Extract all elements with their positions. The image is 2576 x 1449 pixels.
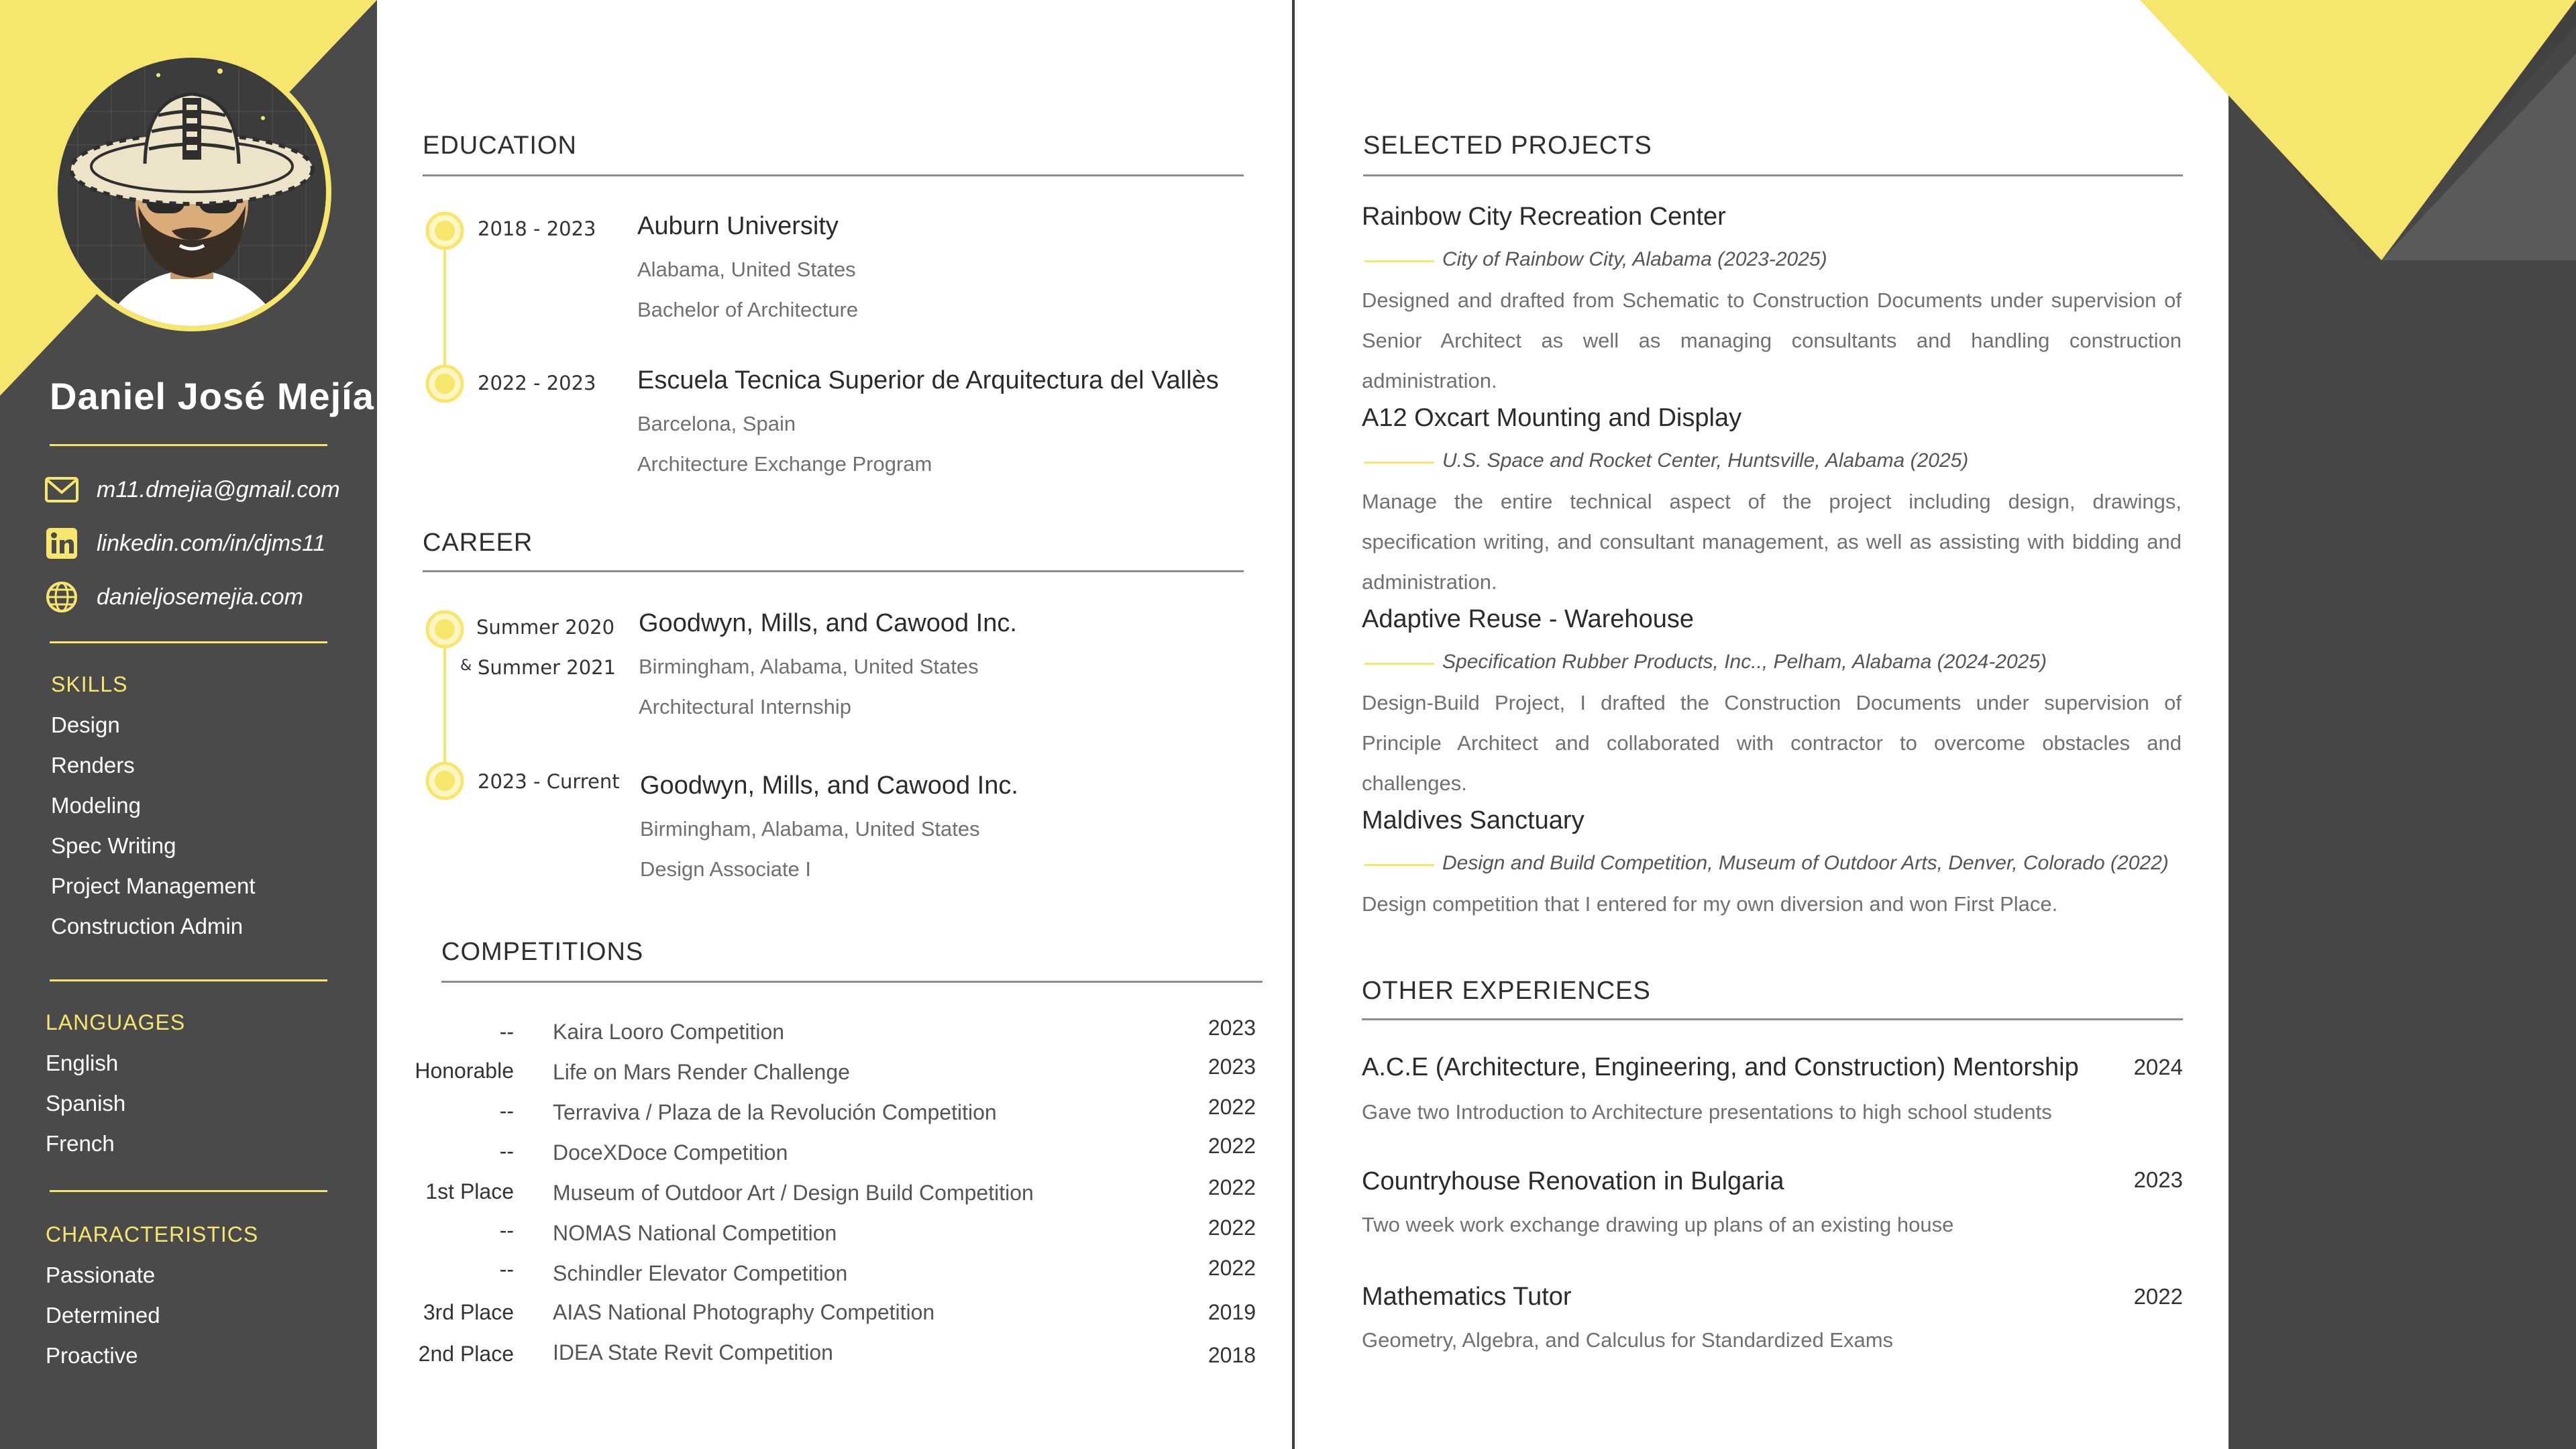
competition-rank: --: [499, 1099, 514, 1123]
characteristic-item: Proactive: [46, 1343, 138, 1368]
language-item: Spanish: [46, 1091, 126, 1116]
experience-title: Mathematics Tutor: [1362, 1283, 1572, 1311]
competition-name: Terraviva / Plaza de la Revolución Competition: [553, 1100, 997, 1124]
experience-description: Geometry, Algebra, and Calculus for Standardized Exams: [1362, 1328, 1894, 1352]
education-location: Barcelona, Spain: [637, 412, 796, 435]
competition-name: Schindler Elevator Competition: [553, 1261, 848, 1285]
email-text: m11.dmejia@gmail.com: [97, 476, 340, 502]
competition-rank: 1st Place: [425, 1179, 514, 1203]
competition-rank: 3rd Place: [423, 1300, 514, 1324]
competition-name: AIAS National Photography Competition: [553, 1300, 935, 1324]
career-role: Architectural Internship: [639, 695, 852, 718]
competitions-heading: COMPETITIONS: [441, 938, 644, 966]
sidebar-divider: [50, 979, 327, 981]
competition-year: 2023: [1208, 1016, 1256, 1040]
website-text: danieljosemejia.com: [97, 584, 304, 610]
education-location: Alabama, United States: [637, 258, 856, 281]
career-heading: CAREER: [423, 529, 533, 557]
skill-item: Spec Writing: [51, 833, 176, 858]
language-item: French: [46, 1131, 115, 1156]
career-rule: [423, 570, 1244, 572]
career-location: Birmingham, Alabama, United States: [640, 817, 980, 841]
contact-website[interactable]: [43, 577, 303, 617]
career-dates: Summer 2021: [478, 656, 616, 679]
project-client: Specification Rubber Products, Inc.., Pelham, Alabama (2024-2025): [1442, 651, 2047, 673]
skills-heading: SKILLS: [51, 672, 128, 696]
globe-icon: [43, 578, 80, 616]
sidebar-divider: [50, 641, 327, 643]
timeline-line: [443, 250, 446, 369]
competition-year: 2023: [1208, 1055, 1256, 1079]
education-heading: EDUCATION: [423, 131, 577, 160]
linkedin-icon: [43, 525, 80, 562]
characteristic-item: Determined: [46, 1303, 160, 1328]
linkedin-text: linkedin.com/in/djms11: [97, 530, 326, 556]
competition-year: 2022: [1208, 1095, 1256, 1119]
project-title: Rainbow City Recreation Center: [1362, 203, 1726, 231]
sidebar-divider: [50, 1190, 327, 1192]
experience-title: A.C.E (Architecture, Engineering, and Construction) Mentorship: [1362, 1053, 2079, 1081]
career-company: Goodwyn, Mills, and Cawood Inc.: [640, 771, 1018, 800]
career-dates: Summer 2020: [476, 616, 615, 639]
competition-name: Museum of Outdoor Art / Design Build Competition: [553, 1181, 1034, 1205]
skill-item: Modeling: [51, 793, 141, 818]
education-program: Architecture Exchange Program: [637, 452, 932, 476]
competition-year: 2019: [1208, 1300, 1256, 1324]
experience-year: 2022: [2133, 1284, 2183, 1309]
timeline-dot: [425, 609, 465, 649]
competition-name: NOMAS National Competition: [553, 1221, 837, 1245]
project-title: Adaptive Reuse - Warehouse: [1362, 605, 1694, 633]
project-description: Designed and drafted from Schematic to Construction Documents under supervision of Senior Architect as well as managing consultants and handling construction administration.: [1362, 288, 2182, 392]
experience-description: Gave two Introduction to Architecture presentations to high school students: [1362, 1100, 2052, 1124]
project-dash: [1364, 864, 1434, 866]
projects-rule: [1363, 174, 2183, 176]
competition-year: 2022: [1208, 1175, 1256, 1199]
timeline-dot: [425, 761, 465, 801]
sidebar: [0, 0, 377, 1449]
contact-email[interactable]: [43, 470, 340, 510]
project-client: U.S. Space and Rocket Center, Huntsville, Alabama (2025): [1442, 449, 1969, 472]
education-dates: 2022 - 2023: [478, 372, 596, 394]
competition-rank: --: [499, 1139, 514, 1163]
characteristic-item: Passionate: [46, 1263, 156, 1287]
project-client: Design and Build Competition, Museum of Outdoor Arts, Denver, Colorado (2022): [1442, 852, 2169, 874]
project-dash: [1364, 462, 1434, 464]
career-location: Birmingham, Alabama, United States: [639, 655, 979, 678]
timeline-dot: [425, 364, 465, 404]
languages-heading: LANGUAGES: [46, 1010, 186, 1034]
project-description: Manage the entire technical aspect of the project including design, drawings, specification writing, and consultant management, as well as assisting with bidding and administration.: [1362, 490, 2182, 594]
skill-item: Construction Admin: [51, 914, 244, 938]
competition-name: DoceXDoce Competition: [553, 1140, 788, 1165]
contact-linkedin[interactable]: [43, 523, 325, 564]
experience-title: Countryhouse Renovation in Bulgaria: [1362, 1167, 1784, 1195]
project-dash: [1364, 663, 1434, 665]
profile-name: Daniel José Mejía: [50, 375, 374, 417]
competition-name: Life on Mars Render Challenge: [553, 1060, 850, 1084]
career-role: Design Associate I: [640, 857, 812, 881]
competition-year: 2022: [1208, 1134, 1256, 1158]
timeline-dot: [425, 211, 465, 251]
competition-rank: 2nd Place: [418, 1342, 514, 1366]
language-item: English: [46, 1051, 119, 1075]
page-divider: [1292, 0, 1295, 1449]
timeline-line: [443, 647, 446, 774]
experience-year: 2023: [2133, 1167, 2183, 1192]
sidebar-divider: [50, 444, 327, 446]
competition-rank: --: [499, 1020, 514, 1044]
competition-name: IDEA State Revit Competition: [553, 1340, 833, 1364]
experience-year: 2024: [2133, 1055, 2183, 1079]
avatar: [51, 51, 333, 333]
skill-item: Design: [51, 712, 120, 737]
project-title: Maldives Sanctuary: [1362, 806, 1585, 835]
competitions-rule: [441, 981, 1263, 983]
project-dash: [1364, 260, 1434, 262]
right-yellow-corner: [2080, 0, 2576, 268]
skill-item: Renders: [51, 753, 135, 777]
project-title: A12 Oxcart Mounting and Display: [1362, 404, 1742, 432]
experience-description: Two week work exchange drawing up plans of an existing house: [1362, 1213, 1954, 1236]
other-experiences-heading: OTHER EXPERIENCES: [1362, 977, 1651, 1005]
mail-icon: [43, 471, 80, 508]
competition-year: 2022: [1208, 1256, 1256, 1280]
education-school: Auburn University: [637, 212, 839, 240]
competition-rank: --: [499, 1257, 514, 1281]
competition-rank: Honorable: [415, 1059, 514, 1083]
other-experiences-rule: [1362, 1018, 2183, 1020]
competition-year: 2018: [1208, 1343, 1256, 1367]
career-dates: 2023 - Current: [478, 770, 620, 793]
career-dates-prefix: &: [460, 657, 472, 674]
education-program: Bachelor of Architecture: [637, 298, 859, 321]
project-description: Design competition that I entered for my own diversion and won First Place.: [1362, 892, 2058, 916]
competition-name: Kaira Looro Competition: [553, 1020, 785, 1044]
skill-item: Project Management: [51, 873, 256, 898]
competition-year: 2022: [1208, 1216, 1256, 1240]
competition-rank: --: [499, 1218, 514, 1242]
project-description: Design-Build Project, I drafted the Construction Documents under supervision of Principle Architect and collaborated with contractor to overcome obstacles and challenges.: [1362, 691, 2182, 795]
education-dates: 2018 - 2023: [478, 217, 596, 240]
characteristics-heading: CHARACTERISTICS: [46, 1222, 259, 1246]
education-rule: [423, 174, 1244, 176]
education-school: Escuela Tecnica Superior de Arquitectura del Vallès: [637, 366, 1219, 394]
project-client: City of Rainbow City, Alabama (2023-2025): [1442, 248, 1827, 270]
projects-heading: SELECTED PROJECTS: [1363, 131, 1652, 160]
career-company: Goodwyn, Mills, and Cawood Inc.: [639, 609, 1017, 637]
